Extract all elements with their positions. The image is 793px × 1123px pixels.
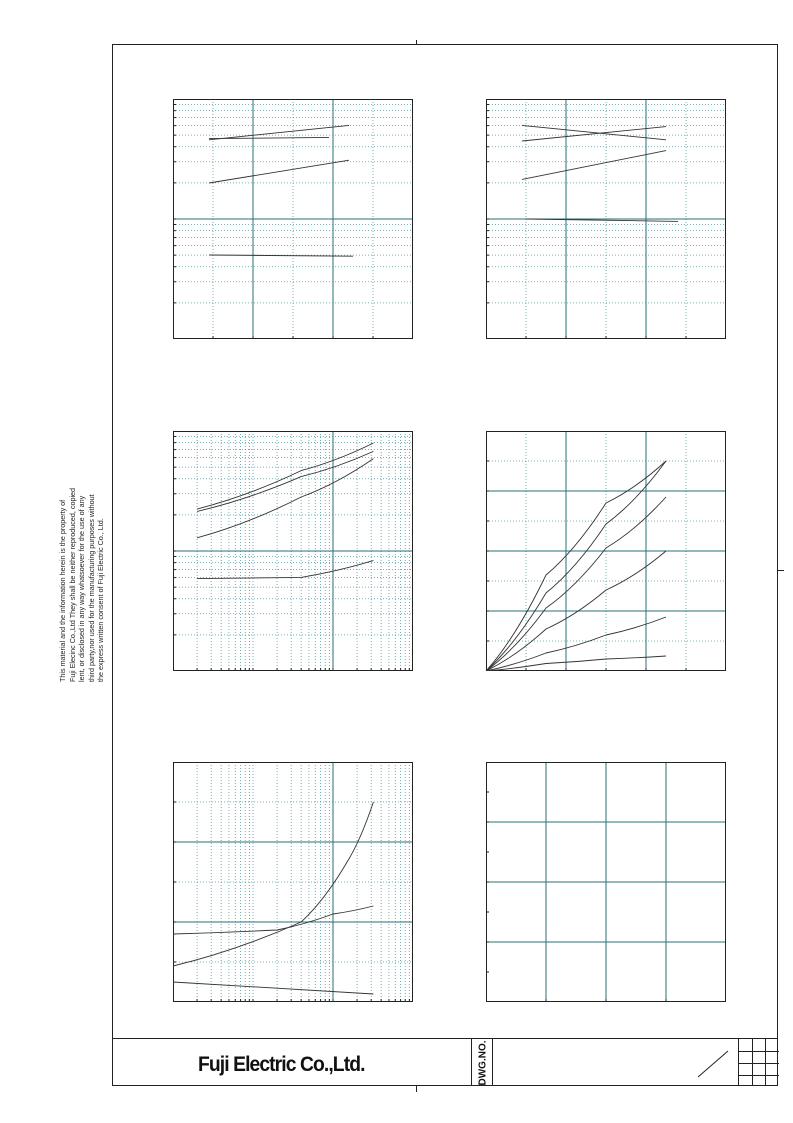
revision-grid: [738, 1039, 778, 1086]
chart-middle-left: [173, 431, 413, 671]
series-line-4: [209, 255, 353, 256]
chart-bottom-left-plot: [173, 762, 413, 1002]
series-line-2: [173, 906, 373, 934]
series-line-5: [486, 617, 666, 671]
chart-bottom-left: [173, 762, 413, 1002]
company-name: Fuji Electric Co.,Ltd.: [198, 1053, 365, 1076]
series-line-2: [197, 451, 373, 511]
chart-bottom-right-plot: [486, 762, 726, 1002]
center-mark-right: [778, 570, 784, 571]
series-line-3: [209, 160, 349, 183]
notice-line: lent, or disclosed in any way whatsoever for the use of any: [77, 495, 87, 682]
series-line-6: [486, 656, 666, 671]
center-mark-top: [416, 40, 417, 45]
chart-middle-right: [486, 431, 726, 671]
chart-top-left: [173, 99, 413, 339]
series-line-1: [173, 802, 373, 966]
chart-middle-right-plot: [486, 431, 726, 671]
dwg-no-label: DWG.NO.: [477, 1040, 489, 1086]
series-line-1: [197, 443, 373, 509]
series-line-3: [197, 459, 373, 538]
proprietary-notice: [58, 442, 106, 682]
notice-line: the express written consent of Fuji Electric Co., Ltd.: [96, 518, 106, 682]
series-line-2: [486, 461, 666, 671]
chart-top-right-plot: [486, 99, 726, 339]
series-line-2: [522, 127, 666, 141]
dwg-no-box: [471, 1039, 493, 1086]
notice-line: Fuji Elecinc Co.,Ltd They shall be neither reproduced, copied: [67, 487, 77, 682]
chart-bottom-right: [486, 762, 726, 1002]
revision-slash: [696, 1049, 730, 1079]
chart-top-right: [486, 99, 726, 339]
center-mark-bottom: [416, 1086, 417, 1092]
series-line-3: [173, 982, 373, 994]
title-block: [112, 1038, 778, 1086]
notice-line: third party,nor used for the manufacturing purposes without: [86, 494, 96, 682]
notice-line: This material and the information herein is the property of: [58, 499, 68, 682]
chart-middle-left-plot: [173, 431, 413, 671]
chart-top-left-plot: [173, 99, 413, 339]
series-line-1: [486, 461, 666, 671]
series-line-1: [522, 125, 666, 139]
series-line-3: [522, 151, 666, 180]
series-line-4: [197, 561, 373, 579]
